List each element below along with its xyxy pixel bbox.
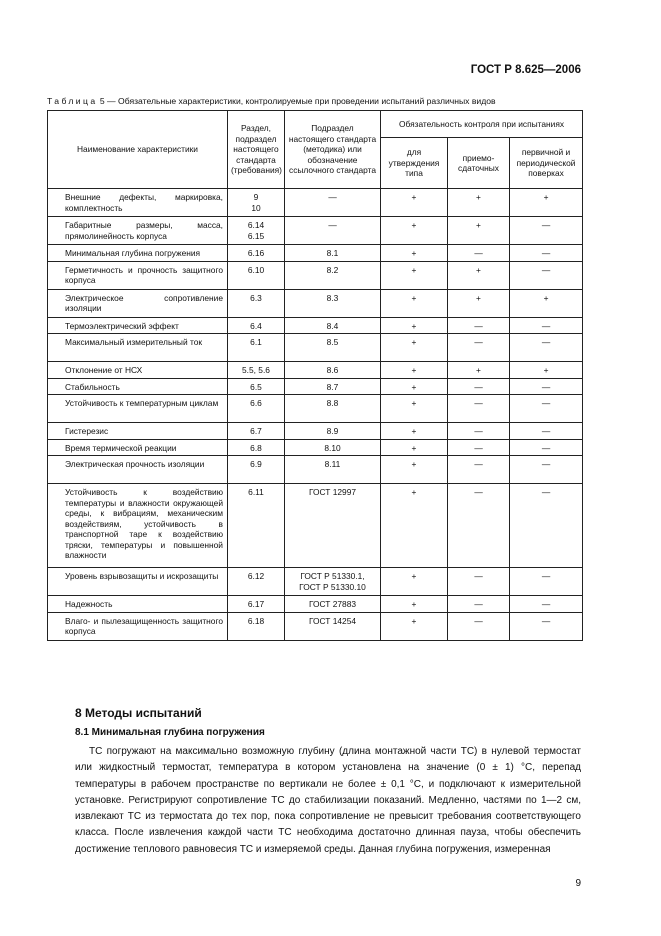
type-approval-cell: + [381,612,448,640]
acceptance-cell: — [448,484,510,568]
characteristic-cell: Отклонение от НСХ [48,362,228,379]
type-approval-cell: + [381,362,448,379]
periodic-cell: — [510,317,583,334]
periodic-cell: — [510,612,583,640]
table-row [48,484,583,568]
characteristic-cell: Минимальная глубина погружения [48,245,228,262]
table-row [48,189,583,217]
type-approval-cell: + [381,217,448,245]
section-cell: 6.14 6.15 [228,217,285,245]
acceptance-cell: + [448,289,510,317]
section-cell: 5.5, 5.6 [228,362,285,379]
page-number: 9 [575,878,581,889]
acceptance-cell: + [448,362,510,379]
characteristic-cell: Время термической реакции [48,439,228,456]
section-cell: 9 10 [228,189,285,217]
periodic-cell: — [510,261,583,289]
characteristic-cell: Гистерезис [48,423,228,440]
type-approval-cell: + [381,423,448,440]
acceptance-cell: — [448,395,510,423]
type-approval-cell: + [381,568,448,596]
acceptance-cell: — [448,439,510,456]
section-cell: 6.18 [228,612,285,640]
subsection-title: 8.1 Минимальная глубина погружения [75,727,265,738]
periodic-cell: — [510,245,583,262]
section-cell: 6.8 [228,439,285,456]
table-caption-label: Таблица [47,96,98,106]
method-cell: 8.7 [285,378,381,395]
type-approval-cell: + [381,439,448,456]
table-row [48,289,583,317]
characteristic-cell: Внешние дефекты, маркировка, комплектность [48,189,228,217]
method-cell: ГОСТ Р 51330.1, ГОСТ Р 51330.10 [285,568,381,596]
section-cell: 6.10 [228,261,285,289]
table-row [48,596,583,613]
body-paragraph: ТС погружают на максимально возможную глубину (длина монтажной части ТС) в нулевой термостат или жидкостный термостат, температура в котором установлена на значение (0 ± 1) °С, перепад температуры в рабочем пространстве по вертикали не более ± 0,1 °С, и подключают к измерительной установке. Регистрируют сопротивление ТС до стабилизации показаний. Медленно, частями по 1—2 см, извлекают ТС из термостата до тех пор, пока сопротивление не превысит требования соответствующего класса. После извлечения каждой части ТС необходима достаточно длинная пауза, чтобы обеспечить достижение теплового равновесия ТС и измеряемой среды. Данная глубина погружения, измеренная [75,746,581,855]
periodic-cell: + [510,362,583,379]
table-row [48,217,583,245]
acceptance-cell: + [448,217,510,245]
characteristic-cell: Электрическая прочность изоляции [48,456,228,484]
section-cell: 6.17 [228,596,285,613]
type-approval-cell: + [381,378,448,395]
section-cell: 6.16 [228,245,285,262]
method-cell: 8.5 [285,334,381,362]
body-text [75,744,581,858]
type-approval-cell: + [381,395,448,423]
table-body [48,189,583,641]
type-approval-cell: + [381,484,448,568]
table-row [48,317,583,334]
method-cell: 8.1 [285,245,381,262]
periodic-cell: — [510,456,583,484]
header-section: Раздел, подраздел настоящего стандарта (требования) [228,111,285,189]
characteristic-cell: Устойчивость к воздействию температуры и влажности окружающей среды, к вибрациям, механическим воздействиям, устойчивость в транспортной таре к воздействию тряски, температуры и повышенной влажности [48,484,228,568]
periodic-cell: — [510,217,583,245]
header-control: Обязательность контроля при испытаниях [381,111,583,138]
periodic-cell: — [510,568,583,596]
method-cell: 8.8 [285,395,381,423]
acceptance-cell: — [448,612,510,640]
section-cell: 6.7 [228,423,285,440]
method-cell: — [285,217,381,245]
acceptance-cell: — [448,596,510,613]
method-cell: ГОСТ 14254 [285,612,381,640]
method-cell: ГОСТ 27883 [285,596,381,613]
header-periodic: первичной и периодической поверках [510,138,583,189]
header-acceptance: приемо-сдаточных [448,138,510,189]
method-cell: 8.2 [285,261,381,289]
header-type-approval: для утверждения типа [381,138,448,189]
periodic-cell: — [510,439,583,456]
section-cell: 6.6 [228,395,285,423]
acceptance-cell: — [448,423,510,440]
table-row [48,245,583,262]
method-cell: 8.9 [285,423,381,440]
section-cell: 6.3 [228,289,285,317]
characteristic-cell: Влаго- и пылезащищенность защитного корпуса [48,612,228,640]
characteristic-cell: Электрическое сопротивление изоляции [48,289,228,317]
table-row [48,334,583,362]
method-cell: 8.11 [285,456,381,484]
type-approval-cell: + [381,289,448,317]
section-cell: 6.9 [228,456,285,484]
section-title: 8 Методы испытаний [75,706,202,720]
periodic-cell: + [510,289,583,317]
section-cell: 6.11 [228,484,285,568]
characteristic-cell: Габаритные размеры, масса, прямолинейность корпуса [48,217,228,245]
periodic-cell: — [510,395,583,423]
table-row [48,612,583,640]
section-cell: 6.5 [228,378,285,395]
section-cell: 6.12 [228,568,285,596]
method-cell: ГОСТ 12997 [285,484,381,568]
table-row [48,439,583,456]
characteristic-cell: Надежность [48,596,228,613]
periodic-cell: — [510,334,583,362]
method-cell: 8.6 [285,362,381,379]
acceptance-cell: — [448,334,510,362]
acceptance-cell: — [448,317,510,334]
section-cell: 6.1 [228,334,285,362]
header-characteristic-name: Наименование характеристики [48,111,228,189]
document-code: ГОСТ Р 8.625—2006 [470,64,581,76]
table-row [48,456,583,484]
table-row [48,261,583,289]
table-row [48,378,583,395]
type-approval-cell: + [381,245,448,262]
type-approval-cell: + [381,596,448,613]
characteristic-cell: Герметичность и прочность защитного корпуса [48,261,228,289]
characteristic-cell: Стабильность [48,378,228,395]
periodic-cell: + [510,189,583,217]
table-caption [47,96,496,106]
type-approval-cell: + [381,456,448,484]
characteristic-cell: Максимальный измерительный ток [48,334,228,362]
acceptance-cell: — [448,378,510,395]
method-cell: 8.10 [285,439,381,456]
method-cell: 8.3 [285,289,381,317]
section-cell: 6.4 [228,317,285,334]
type-approval-cell: + [381,317,448,334]
acceptance-cell: + [448,261,510,289]
table-row [48,395,583,423]
periodic-cell: — [510,378,583,395]
periodic-cell: — [510,484,583,568]
table-row [48,423,583,440]
acceptance-cell: — [448,456,510,484]
characteristic-cell: Термоэлектрический эффект [48,317,228,334]
method-cell: — [285,189,381,217]
type-approval-cell: + [381,334,448,362]
type-approval-cell: + [381,261,448,289]
acceptance-cell: — [448,245,510,262]
periodic-cell: — [510,596,583,613]
type-approval-cell: + [381,189,448,217]
characteristic-cell: Уровень взрывозащиты и искрозащиты [48,568,228,596]
acceptance-cell: — [448,568,510,596]
table-row [48,568,583,596]
method-cell: 8.4 [285,317,381,334]
periodic-cell: — [510,423,583,440]
acceptance-cell: + [448,189,510,217]
characteristic-cell: Устойчивость к температурным циклам [48,395,228,423]
table-row [48,362,583,379]
requirements-table [47,110,583,641]
table-caption-text: 5 — Обязательные характеристики, контролируемые при проведении испытаний различных видов [97,96,496,106]
header-method: Подраздел настоящего стандарта (методика) или обозначение ссылочного стандарта [285,111,381,189]
